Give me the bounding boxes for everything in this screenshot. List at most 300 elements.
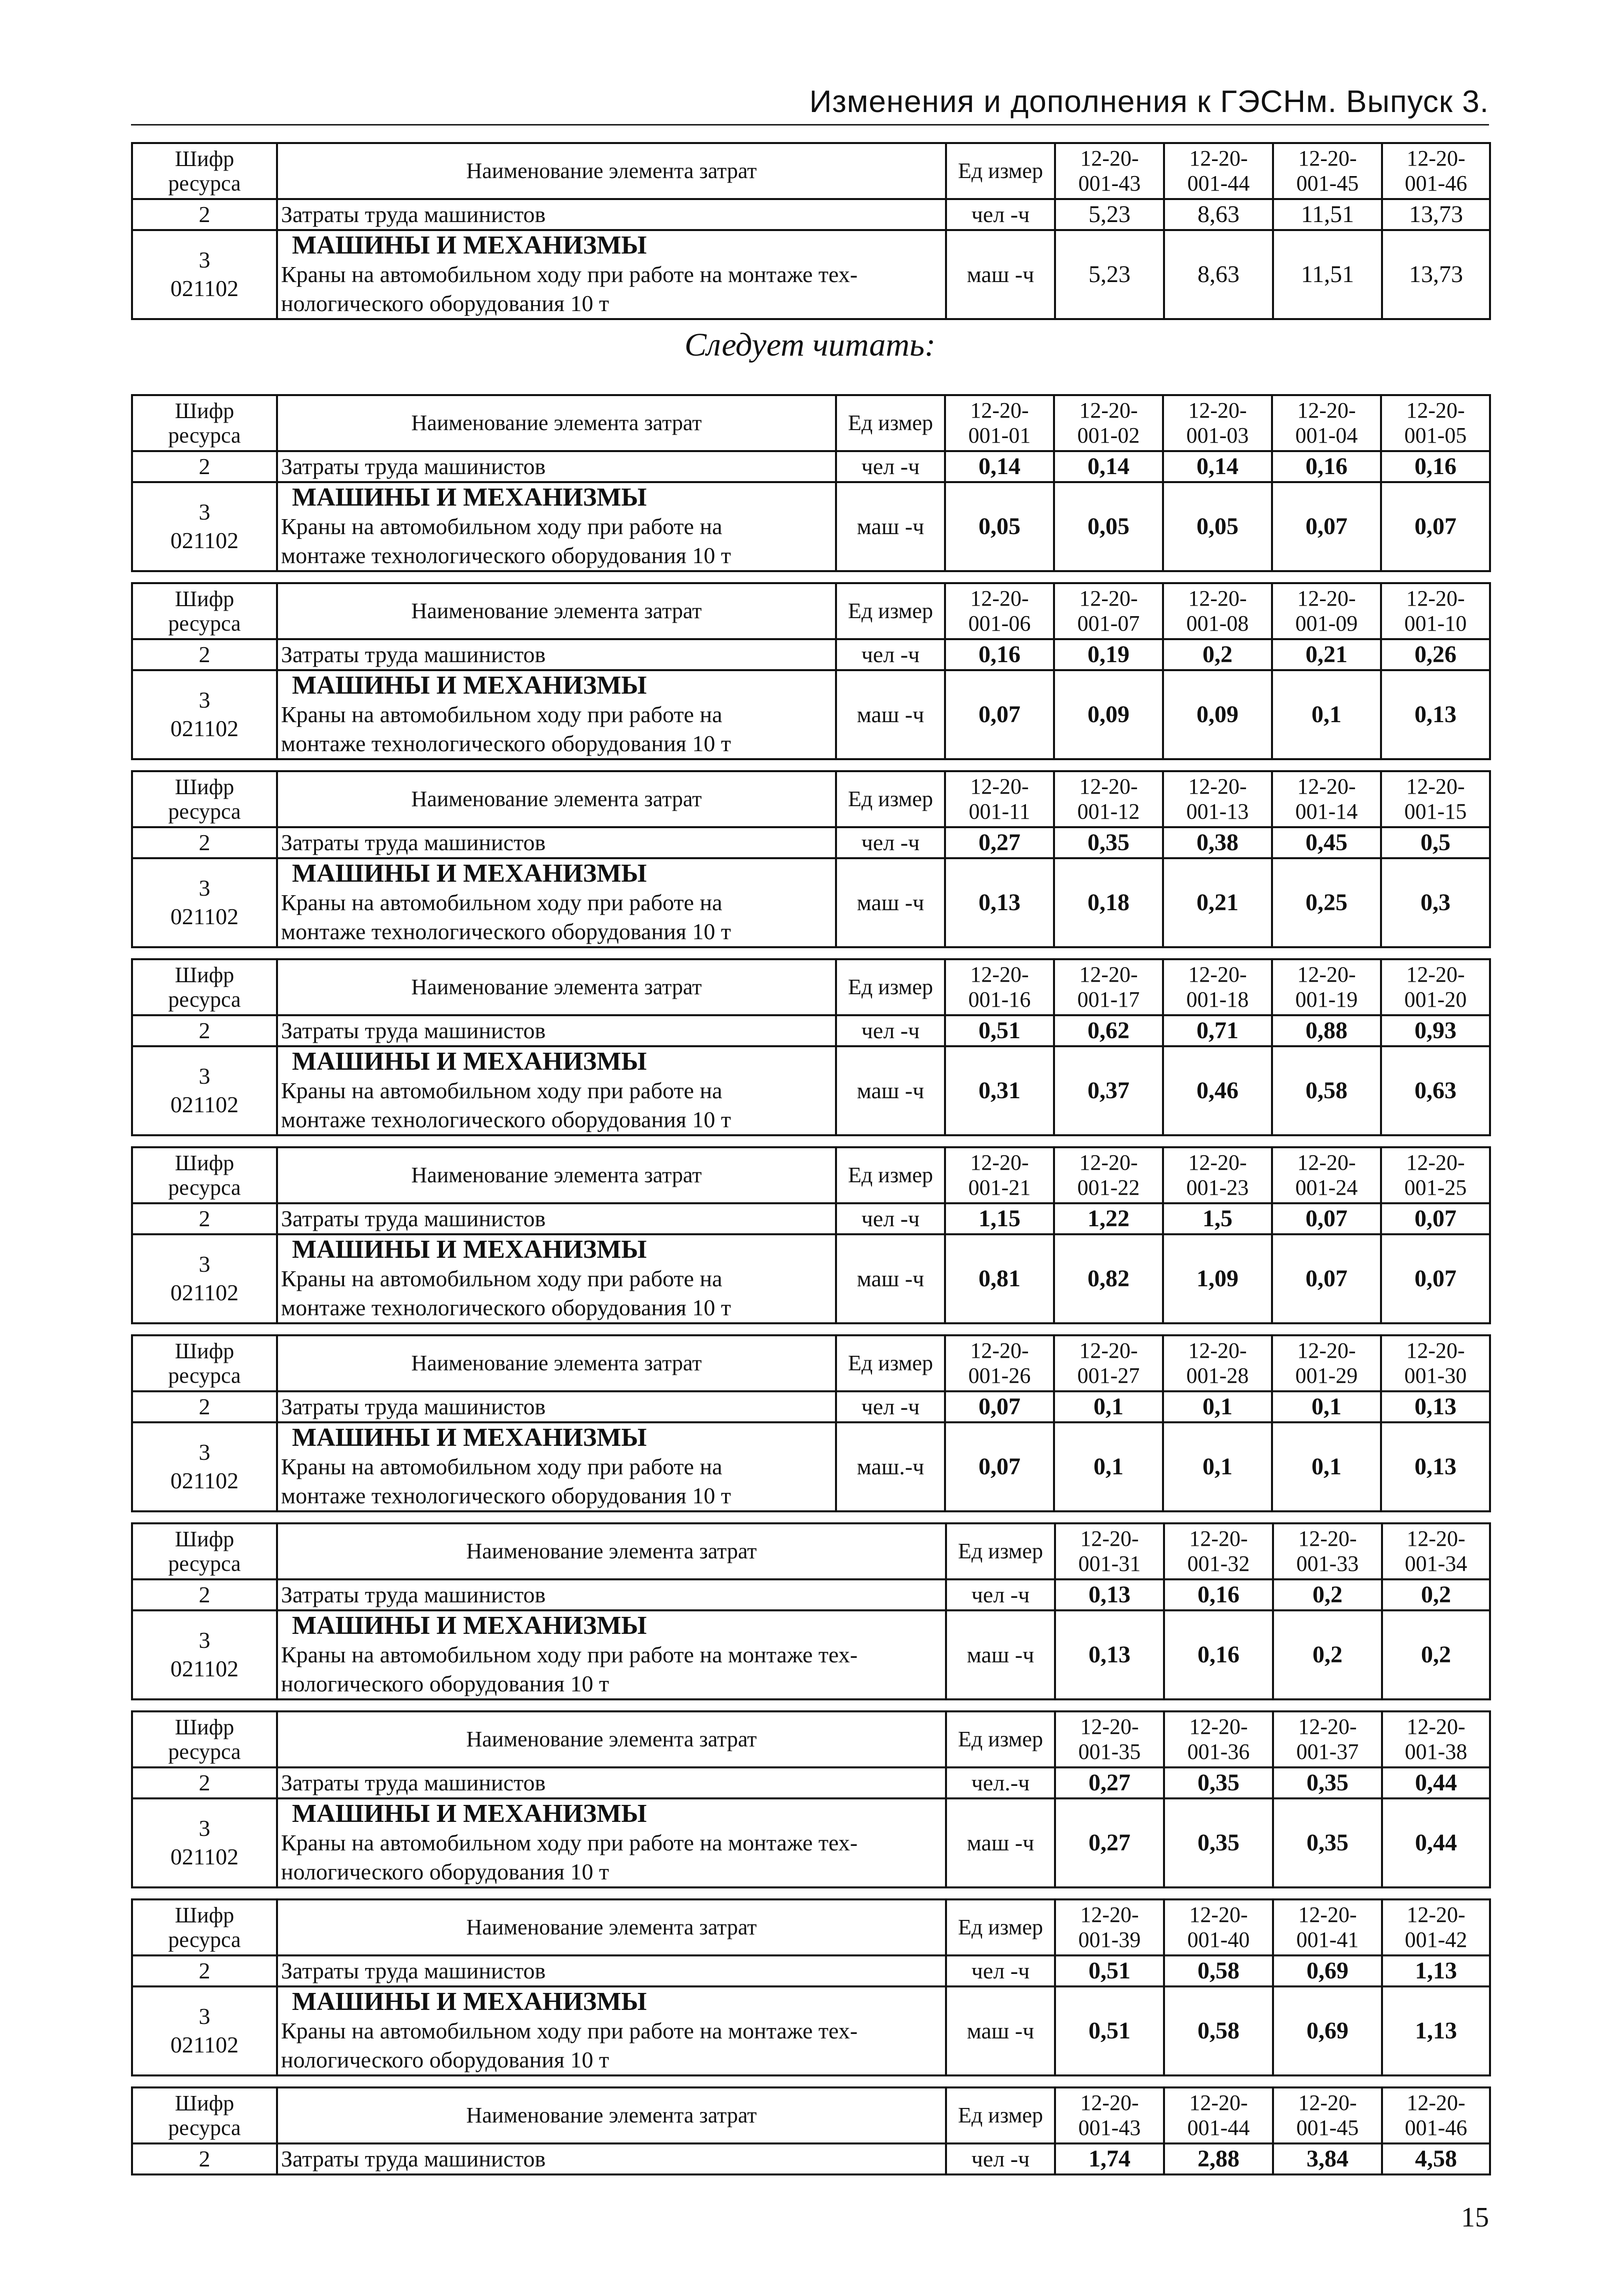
header-name-label: Наименование элемента затрат <box>466 1915 757 1940</box>
labor-value: 0,38 <box>1163 827 1272 858</box>
table-header-row <box>132 1899 1490 1955</box>
header-unit-label: Ед измер <box>848 1163 933 1188</box>
norm-code-header <box>1055 143 1164 199</box>
norm-code-header <box>1273 1899 1382 1955</box>
section-code: 3 <box>198 1815 210 1841</box>
norm-code-number: 001-05 <box>1404 423 1467 448</box>
norm-code-header <box>1163 959 1272 1015</box>
norm-code-header <box>1381 1147 1490 1203</box>
header-code-label: Шифр ресурса <box>168 586 241 636</box>
norm-code-prefix: 12-20- <box>1297 1338 1356 1363</box>
header-name-cell <box>277 395 836 451</box>
resource-code: 2 <box>132 827 277 858</box>
section-heading: МАШИНЫ И МЕХАНИЗМЫ <box>292 483 647 512</box>
table-row-labor <box>132 1767 1490 1798</box>
header-unit-label: Ед измер <box>958 1727 1043 1752</box>
norm-code-number: 001-06 <box>968 611 1031 636</box>
norm-code-header <box>1381 395 1490 451</box>
labor-value: 0,19 <box>1054 639 1163 670</box>
machine-value: 0,35 <box>1164 1798 1273 1887</box>
labor-value: 0,14 <box>945 451 1054 482</box>
labor-value: 11,51 <box>1273 199 1382 230</box>
norm-code-number: 001-22 <box>1077 1175 1140 1200</box>
norm-code-number: 001-24 <box>1295 1175 1358 1200</box>
norm-code-prefix: 12-20- <box>1189 2090 1248 2115</box>
unit-of-measure: маш -ч <box>946 1986 1055 2075</box>
cost-table <box>131 1898 1491 2076</box>
norm-code-prefix: 12-20- <box>1189 1714 1248 1739</box>
unit-of-measure: маш -ч <box>836 482 945 571</box>
table-row-labor <box>132 639 1490 670</box>
resource-name-continued: монтаже технологического оборудования 10 т <box>281 1295 731 1320</box>
resource-name: Затраты труда машинистов <box>277 1955 946 1986</box>
machine-code-cell <box>132 1798 277 1887</box>
header-name-label: Наименование элемента затрат <box>466 2103 757 2128</box>
header-unit-cell <box>836 771 945 827</box>
section-subtitle: Следует читать: <box>684 327 936 363</box>
norm-code-header <box>1054 1147 1163 1203</box>
resource-code: 2 <box>132 1767 277 1798</box>
machine-value: 0,09 <box>1054 670 1163 759</box>
labor-value: 0,16 <box>1164 1579 1273 1610</box>
header-name-cell <box>277 1523 946 1579</box>
unit-of-measure: маш -ч <box>836 670 945 759</box>
header-unit-label: Ед измер <box>958 159 1043 184</box>
table-row-machines <box>132 1046 1490 1135</box>
unit-of-measure: чел -ч <box>836 1203 945 1234</box>
machine-value: 0,07 <box>1381 482 1490 571</box>
labor-value: 0,51 <box>945 1015 1054 1046</box>
header-name-cell <box>277 143 946 199</box>
machine-value: 0,07 <box>945 1422 1054 1511</box>
table-row-machines <box>132 1234 1490 1323</box>
norm-code-prefix: 12-20- <box>1406 1150 1465 1175</box>
machine-value: 0,05 <box>945 482 1054 571</box>
norm-code-header <box>1382 1523 1490 1579</box>
cost-table <box>131 958 1491 1136</box>
machine-value: 0,07 <box>945 670 1054 759</box>
header-code-cell <box>132 1147 277 1203</box>
header-code-label: Шифр ресурса <box>168 1714 241 1764</box>
norm-code-prefix: 12-20- <box>1298 146 1357 171</box>
norm-code-number: 001-44 <box>1187 2115 1250 2140</box>
machine-value: 0,05 <box>1054 482 1163 571</box>
unit-of-measure: чел -ч <box>946 199 1055 230</box>
resource-name: Затраты труда машинистов <box>277 1015 836 1046</box>
norm-code-prefix: 12-20- <box>970 398 1029 423</box>
resource-name: Затраты труда машинистов <box>277 827 836 858</box>
labor-value: 1,13 <box>1382 1955 1490 1986</box>
resource-name-continued: нологического оборудования 10 т <box>281 1859 610 1884</box>
table-row-machines <box>132 230 1490 319</box>
section-code: 3 <box>198 875 210 901</box>
labor-value: 1,22 <box>1054 1203 1163 1234</box>
norm-code-number: 001-43 <box>1078 171 1141 196</box>
norm-code-header <box>1055 2087 1164 2143</box>
resource-code: 021102 <box>170 1656 239 1681</box>
machine-value: 0,1 <box>1163 1422 1272 1511</box>
labor-value: 0,07 <box>945 1391 1054 1422</box>
table-row-labor <box>132 451 1490 482</box>
norm-code-prefix: 12-20- <box>970 1150 1029 1175</box>
labor-value: 0,35 <box>1164 1767 1273 1798</box>
header-unit-label: Ед измер <box>848 1351 933 1376</box>
norm-code-number: 001-45 <box>1296 2115 1359 2140</box>
machine-value: 0,81 <box>945 1234 1054 1323</box>
labor-value: 0,69 <box>1273 1955 1382 1986</box>
section-code: 3 <box>198 499 210 525</box>
resource-code: 2 <box>132 1203 277 1234</box>
norm-code-prefix: 12-20- <box>1189 146 1248 171</box>
resource-name-continued: нологического оборудования 10 т <box>281 291 610 316</box>
resource-name-continued: монтаже технологического оборудования 10 т <box>281 1107 731 1132</box>
section-code: 3 <box>198 687 210 713</box>
section-heading: МАШИНЫ И МЕХАНИЗМЫ <box>292 1235 647 1264</box>
header-name-label: Наименование элемента затрат <box>411 411 702 436</box>
norm-code-header <box>1164 2087 1273 2143</box>
unit-of-measure: маш -ч <box>836 1046 945 1135</box>
resource-code: 2 <box>132 451 277 482</box>
machine-value: 1,09 <box>1163 1234 1272 1323</box>
machine-value: 0,21 <box>1163 858 1272 947</box>
norm-code-number: 001-23 <box>1186 1175 1249 1200</box>
header-code-label: Шифр ресурса <box>168 1902 241 1952</box>
machine-value: 0,07 <box>1272 1234 1381 1323</box>
machine-value: 0,1 <box>1054 1422 1163 1511</box>
labor-value: 0,2 <box>1163 639 1272 670</box>
norm-code-prefix: 12-20- <box>1188 774 1247 799</box>
norm-code-number: 001-44 <box>1187 171 1250 196</box>
machine-code-cell <box>132 482 277 571</box>
norm-code-number: 001-36 <box>1187 1739 1250 1764</box>
labor-value: 1,74 <box>1055 2143 1164 2174</box>
norm-code-header <box>1164 143 1273 199</box>
unit-of-measure: маш -ч <box>946 1610 1055 1699</box>
labor-value: 0,13 <box>1055 1579 1164 1610</box>
header-code-cell <box>132 2087 277 2143</box>
norm-code-prefix: 12-20- <box>1406 146 1466 171</box>
resource-code: 2 <box>132 1955 277 1986</box>
norm-code-header <box>1381 1335 1490 1391</box>
norm-code-prefix: 12-20- <box>970 1338 1029 1363</box>
norm-code-prefix: 12-20- <box>1406 1338 1465 1363</box>
norm-code-header <box>1055 1711 1164 1767</box>
labor-value: 2,88 <box>1164 2143 1273 2174</box>
norm-code-prefix: 12-20- <box>1080 1714 1139 1739</box>
norm-code-number: 001-46 <box>1404 171 1468 196</box>
machine-code-cell <box>132 1046 277 1135</box>
header-unit-cell <box>836 583 945 639</box>
header-code-label: Шифр ресурса <box>168 774 241 824</box>
labor-value: 0,27 <box>945 827 1054 858</box>
section-heading: МАШИНЫ И МЕХАНИЗМЫ <box>292 1423 647 1452</box>
cost-table <box>131 770 1491 948</box>
unit-of-measure: маш -ч <box>836 858 945 947</box>
header-unit-label: Ед измер <box>848 787 933 812</box>
norm-code-prefix: 12-20- <box>1189 1526 1248 1551</box>
resource-name: Краны на автомобильном ходу при работе на <box>281 1266 722 1291</box>
resource-code: 2 <box>132 1015 277 1046</box>
norm-code-header <box>1055 1523 1164 1579</box>
machine-value: 0,82 <box>1054 1234 1163 1323</box>
resource-name-continued: монтаже технологического оборудования 10 т <box>281 543 731 568</box>
section-code: 3 <box>198 1063 210 1089</box>
machine-value: 0,63 <box>1381 1046 1490 1135</box>
norm-code-header <box>1272 1147 1381 1203</box>
norm-code-number: 001-29 <box>1295 1363 1358 1388</box>
resource-code: 021102 <box>170 1468 239 1493</box>
norm-code-number: 001-12 <box>1077 799 1140 824</box>
header-code-label: Шифр ресурса <box>168 1150 241 1200</box>
norm-code-header <box>1054 583 1163 639</box>
norm-code-number: 001-13 <box>1186 799 1249 824</box>
norm-code-prefix: 12-20- <box>1406 1526 1466 1551</box>
machine-value: 0,69 <box>1273 1986 1382 2075</box>
norm-code-number: 001-08 <box>1186 611 1249 636</box>
header-code-cell <box>132 143 277 199</box>
labor-value: 3,84 <box>1273 2143 1382 2174</box>
header-code-cell <box>132 1523 277 1579</box>
header-unit-label: Ед измер <box>848 411 933 436</box>
labor-value: 0,2 <box>1382 1579 1490 1610</box>
header-name-label: Наименование элемента затрат <box>411 1163 702 1188</box>
machine-name-cell <box>277 1798 946 1887</box>
norm-code-prefix: 12-20- <box>1079 586 1138 611</box>
norm-code-header <box>1272 395 1381 451</box>
machine-value: 0,1 <box>1272 1422 1381 1511</box>
header-name-cell <box>277 771 836 827</box>
labor-value: 1,5 <box>1163 1203 1272 1234</box>
norm-code-number: 001-15 <box>1404 799 1467 824</box>
section-heading: МАШИНЫ И МЕХАНИЗМЫ <box>292 1987 647 2016</box>
norm-code-number: 001-33 <box>1296 1551 1359 1576</box>
resource-name-continued: монтаже технологического оборудования 10 т <box>281 731 731 756</box>
header-code-cell <box>132 1899 277 1955</box>
machine-name-cell <box>277 1234 836 1323</box>
section-heading: МАШИНЫ И МЕХАНИЗМЫ <box>292 231 647 260</box>
norm-code-prefix: 12-20- <box>1406 1714 1466 1739</box>
labor-value: 0,07 <box>1272 1203 1381 1234</box>
resource-code: 021102 <box>170 904 239 929</box>
labor-value: 0,35 <box>1273 1767 1382 1798</box>
resource-name-continued: нологического оборудования 10 т <box>281 2047 610 2072</box>
norm-code-header <box>1054 959 1163 1015</box>
unit-of-measure: чел -ч <box>836 639 945 670</box>
norm-code-number: 001-07 <box>1077 611 1140 636</box>
header-name-cell <box>277 1899 946 1955</box>
header-code-label: Шифр ресурса <box>168 146 241 196</box>
unit-of-measure: маш -ч <box>836 1234 945 1323</box>
resource-name-continued: монтаже технологического оборудования 10 т <box>281 919 731 944</box>
table-header-row <box>132 959 1490 1015</box>
header-name-cell <box>277 2087 946 2143</box>
labor-value: 4,58 <box>1382 2143 1490 2174</box>
norm-code-number: 001-43 <box>1078 2115 1141 2140</box>
norm-code-number: 001-46 <box>1404 2115 1468 2140</box>
norm-code-header <box>1381 771 1490 827</box>
labor-value: 0,51 <box>1055 1955 1164 1986</box>
machine-code-cell <box>132 1422 277 1511</box>
norm-code-number: 001-32 <box>1187 1551 1250 1576</box>
norm-code-header <box>1164 1899 1273 1955</box>
norm-code-prefix: 12-20- <box>1079 962 1138 987</box>
header-name-label: Наименование элемента затрат <box>411 975 702 1000</box>
unit-of-measure: маш -ч <box>946 1798 1055 1887</box>
machine-value: 0,2 <box>1382 1610 1490 1699</box>
norm-code-header <box>1054 395 1163 451</box>
unit-of-measure: маш.-ч <box>836 1422 945 1511</box>
labor-value: 0,1 <box>1054 1391 1163 1422</box>
labor-value: 0,16 <box>945 639 1054 670</box>
norm-code-number: 001-04 <box>1295 423 1358 448</box>
section-heading: МАШИНЫ И МЕХАНИЗМЫ <box>292 1047 647 1076</box>
norm-code-prefix: 12-20- <box>1080 146 1139 171</box>
norm-code-header <box>1163 1147 1272 1203</box>
header-unit-cell <box>946 143 1055 199</box>
norm-code-prefix: 12-20- <box>1188 1150 1247 1175</box>
machine-value: 11,51 <box>1273 230 1382 319</box>
machine-value: 0,16 <box>1164 1610 1273 1699</box>
labor-value: 0,16 <box>1381 451 1490 482</box>
machine-name-cell <box>277 1986 946 2075</box>
norm-code-prefix: 12-20- <box>1080 1902 1139 1927</box>
labor-value: 0,58 <box>1164 1955 1273 1986</box>
section-code: 3 <box>198 247 210 273</box>
machine-value: 1,13 <box>1382 1986 1490 2075</box>
header-unit-label: Ед измер <box>958 1539 1043 1564</box>
resource-code: 021102 <box>170 1844 239 1869</box>
norm-code-header <box>1273 143 1382 199</box>
machine-code-cell <box>132 670 277 759</box>
norm-code-header <box>1272 959 1381 1015</box>
table-row-labor <box>132 827 1490 858</box>
cost-table <box>131 142 1491 320</box>
section-heading: МАШИНЫ И МЕХАНИЗМЫ <box>292 671 647 700</box>
table-row-machines <box>132 1610 1490 1699</box>
table-row-machines <box>132 858 1490 947</box>
norm-code-header <box>945 1147 1054 1203</box>
resource-name: Затраты труда машинистов <box>277 451 836 482</box>
resource-name: Краны на автомобильном ходу при работе на <box>281 514 722 539</box>
labor-value: 0,07 <box>1381 1203 1490 1234</box>
resource-name-continued: монтаже технологического оборудования 10 т <box>281 1483 731 1508</box>
norm-code-number: 001-40 <box>1187 1927 1250 1952</box>
resource-code: 021102 <box>170 276 239 301</box>
norm-code-header <box>945 395 1054 451</box>
norm-code-prefix: 12-20- <box>1080 1526 1139 1551</box>
unit-of-measure: маш -ч <box>946 230 1055 319</box>
unit-of-measure: чел -ч <box>836 1391 945 1422</box>
machine-value: 0,07 <box>1381 1234 1490 1323</box>
machine-value: 0,25 <box>1272 858 1381 947</box>
norm-code-header <box>945 1335 1054 1391</box>
resource-name: Затраты труда машинистов <box>277 1203 836 1234</box>
norm-code-prefix: 12-20- <box>1406 1902 1466 1927</box>
norm-code-header <box>1164 1523 1273 1579</box>
machine-value: 0,18 <box>1054 858 1163 947</box>
norm-code-prefix: 12-20- <box>1297 398 1356 423</box>
norm-code-header <box>1054 771 1163 827</box>
unit-of-measure: чел -ч <box>946 2143 1055 2174</box>
norm-code-prefix: 12-20- <box>1079 398 1138 423</box>
table-row-labor <box>132 1955 1490 1986</box>
header-divider <box>131 124 1489 126</box>
norm-code-number: 001-19 <box>1295 987 1358 1012</box>
machine-value: 0,37 <box>1054 1046 1163 1135</box>
machine-value: 0,13 <box>945 858 1054 947</box>
header-name-label: Наименование элемента затрат <box>411 787 702 812</box>
norm-code-prefix: 12-20- <box>1079 1150 1138 1175</box>
header-name-cell <box>277 583 836 639</box>
unit-of-measure: чел -ч <box>946 1955 1055 1986</box>
table-row-machines <box>132 670 1490 759</box>
norm-code-header <box>1163 1335 1272 1391</box>
table-row-labor <box>132 199 1490 230</box>
norm-code-header <box>1163 395 1272 451</box>
machine-code-cell <box>132 1610 277 1699</box>
unit-of-measure: чел -ч <box>836 827 945 858</box>
norm-code-prefix: 12-20- <box>1298 1902 1357 1927</box>
header-unit-cell <box>836 959 945 1015</box>
norm-code-header <box>945 583 1054 639</box>
norm-code-number: 001-26 <box>968 1363 1031 1388</box>
table-header-row <box>132 583 1490 639</box>
norm-code-number: 001-31 <box>1078 1551 1141 1576</box>
unit-of-measure: чел -ч <box>836 451 945 482</box>
section-heading: МАШИНЫ И МЕХАНИЗМЫ <box>292 859 647 888</box>
machine-code-cell <box>132 858 277 947</box>
resource-code: 2 <box>132 2143 277 2174</box>
machine-value: 0,13 <box>1381 670 1490 759</box>
header-code-cell <box>132 1335 277 1391</box>
resource-code: 2 <box>132 199 277 230</box>
labor-value: 0,16 <box>1272 451 1381 482</box>
table-row-labor <box>132 2143 1490 2174</box>
labor-value: 0,14 <box>1054 451 1163 482</box>
resource-name: Краны на автомобильном ходу при работе на монтаже тех- <box>281 262 858 287</box>
section-heading: МАШИНЫ И МЕХАНИЗМЫ <box>292 1611 647 1640</box>
norm-code-prefix: 12-20- <box>970 586 1029 611</box>
header-name-cell <box>277 1711 946 1767</box>
labor-value: 0,1 <box>1272 1391 1381 1422</box>
labor-value: 0,93 <box>1381 1015 1490 1046</box>
labor-value: 0,14 <box>1163 451 1272 482</box>
norm-code-number: 001-34 <box>1404 1551 1468 1576</box>
norm-code-header <box>1164 1711 1273 1767</box>
norm-code-header <box>1382 2087 1490 2143</box>
norm-code-number: 001-03 <box>1186 423 1249 448</box>
machine-name-cell <box>277 670 836 759</box>
machine-name-cell <box>277 858 836 947</box>
unit-of-measure: чел -ч <box>836 1015 945 1046</box>
norm-code-number: 001-38 <box>1404 1739 1468 1764</box>
header-unit-label: Ед измер <box>958 1915 1043 1940</box>
resource-name-continued: нологического оборудования 10 т <box>281 1671 610 1696</box>
labor-value: 1,15 <box>945 1203 1054 1234</box>
cost-table <box>131 1710 1491 1888</box>
resource-name: Краны на автомобильном ходу при работе на <box>281 702 722 727</box>
resource-code: 2 <box>132 1391 277 1422</box>
machine-value: 5,23 <box>1055 230 1164 319</box>
header-unit-cell <box>946 1711 1055 1767</box>
resource-code: 021102 <box>170 1092 239 1117</box>
norm-code-prefix: 12-20- <box>1297 1150 1356 1175</box>
norm-code-number: 001-14 <box>1295 799 1358 824</box>
resource-name: Затраты труда машинистов <box>277 2143 946 2174</box>
norm-code-header <box>1054 1335 1163 1391</box>
table-header-row <box>132 395 1490 451</box>
norm-code-prefix: 12-20- <box>1406 2090 1466 2115</box>
